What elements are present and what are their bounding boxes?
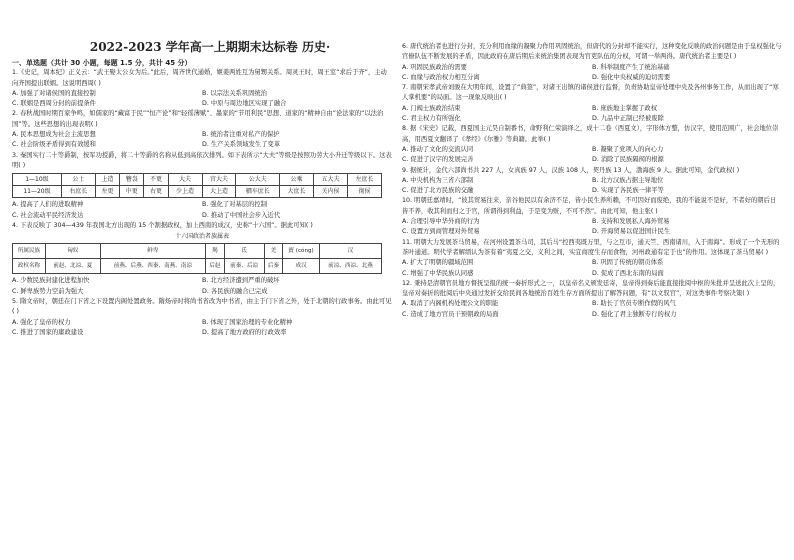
question-4 [12, 221, 392, 297]
table-row [13, 244, 382, 259]
option-d: D. 消除了民族隔阂的根源 [592, 156, 664, 164]
option-d: D. 九品中正制已经被废除 [592, 115, 664, 123]
table-cell: 賨 (cóng) [283, 244, 320, 259]
question-10 [402, 196, 782, 237]
option-c: C. 君主权力有所强化 [402, 115, 461, 123]
option-b: B. 体现了国家治理的专业化精神 [202, 318, 293, 326]
table-cell: 前凉、西凉、北燕 [319, 259, 381, 274]
option-c: C. 鲜卑族势力空前为强大 [12, 287, 84, 295]
page-title: 2022-2023 学年高一上期期末达标卷 历史· [89, 40, 331, 54]
option-a: A. 取消了内阁机构处理公文的职能 [402, 300, 499, 308]
option-a: A. 少数民族封建化进程加快 [12, 277, 90, 285]
question-stem: 2. 春秋战国时期百家争鸣，如儒家的“藏富于民”“恒产论”和“轻徭薄赋”、墨家的“节用利民”思想、道家的“精神自由”论法家的“以法治国”等。这些思想的出现表明( ) [12, 110, 384, 128]
table-row [13, 174, 382, 186]
option-b: B. 科举制度产生了统治基础 [592, 63, 670, 71]
rank-table [12, 173, 382, 198]
option-d: D. 强化了君主独断专行的权力 [592, 310, 677, 318]
option-b: B. 北方汉族占据主导地位 [592, 176, 664, 184]
option-c: C. 增强了中华民族认同感 [402, 269, 474, 277]
option-c: C. 推进了国家的庸政建设 [12, 328, 84, 336]
question-stem: 12. 秉持是清朝官员地方督抚呈报的统一奏折形式之一，以皇帝名义颁发廷寄，皇帝得到奏后能直接批阅中枢的朱批并呈送此次上呈的，皇帝对奏折的批阅后中央通过发折交给民间各地统治百姓生存方面所提出了解答问题，有“以文驭官”，对这类事件考察决策( ) [402, 279, 780, 298]
table-cell: 大庶长 [280, 186, 314, 198]
left-column [12, 36, 392, 338]
question-1 [12, 68, 392, 109]
question-3 [12, 151, 392, 221]
right-column [402, 42, 782, 320]
option-a: A. 巩固民族政治的需要 [402, 63, 467, 71]
question-7 [402, 83, 782, 124]
option-a: A. 推动了文化的交流认同 [402, 145, 474, 153]
table-cell: 五大夫 [314, 174, 348, 186]
option-a: A. 合理引导中华外商的行为 [402, 218, 480, 226]
option-d: D. 各民族的融合已完成 [202, 287, 268, 295]
question-8 [402, 124, 782, 165]
table-cell: 大上造 [202, 186, 236, 198]
table-cell: 汉 [319, 244, 381, 259]
option-b: B. 助长了官员专断作假的风气 [592, 300, 676, 308]
question-stem: 3. 秦国实行二十等爵制，按军功授爵，将二十等爵的名称从低到高依次排列。如下表所示“大夫”等级是按照功劳大小升迁等级以下。这表明( ) [12, 151, 392, 169]
table-cell: 羯 [206, 244, 224, 259]
option-d: D. 强化中央权威的迫切需要 [592, 73, 671, 81]
table-cell: 公士 [61, 174, 95, 186]
option-d: D. 生产关系领域发生了变革 [202, 141, 281, 149]
table-cell: 所属民族 [13, 244, 46, 259]
table-cell: 前燕、后燕、西秦、南燕、南凉 [100, 259, 206, 274]
option-a: A. 加强了对诸侯国的直接控制 [12, 89, 96, 97]
option-a: A. 强化了皇帝的权力 [12, 318, 71, 326]
table-cell: 少上造 [168, 186, 202, 198]
option-c: C. 促进了北方民族的交融 [402, 187, 474, 195]
table-cell: 匈奴 [45, 244, 100, 259]
question-9 [402, 166, 782, 197]
table-cell: 公大夫 [236, 174, 280, 186]
question-5 [12, 297, 392, 338]
option-b: B. 庶族地主掌握了政权 [592, 104, 657, 112]
table-row [13, 259, 382, 274]
option-a: A. 门阀士族政治结束 [402, 104, 461, 112]
option-c: C. 血缘与政治权力相互分离 [402, 73, 480, 81]
option-c: C. 造成了地方官员干预朝政的局面 [402, 310, 499, 318]
table-cell: 政权名称 [13, 259, 46, 274]
option-b: B. 支持和发展私人海外贸易 [592, 218, 670, 226]
question-stem: 1.《史记，周本纪》正义云：“武王娶太公女为后。”此后，周齐世代通婚，姬姜两姓互为舅甥关系。周灵王时，周王室“求后于齐”，主动向齐国提出联姻。这说明西周( ) [12, 69, 387, 87]
question-stem: 7. 南朝宋孝武帝刘骏在大明年间，设置了“典签”，对诸王出镇的诸侯进行监督，负责协助皇帝处理中央及各州事务工作，从而出现了“寒人掌机要”的局面。这一现象反映出( ) [402, 84, 779, 102]
option-d: D. 中原与周边地区实现了融合 [202, 100, 287, 108]
option-b: B. 强化了对基层的控制 [202, 201, 267, 209]
option-b: B. 巩固了传统的朝贡体系 [592, 259, 664, 267]
table-cell: 左庶长 [347, 174, 381, 186]
table-cell: 不更 [144, 174, 168, 186]
question-stem: 9. 据统计，金代六部尚书共 227 人，女真族 97 人，汉族 108 人，契丹族 13 人，渤海族 9 人。据此可知，金代政权( ) [402, 166, 740, 174]
option-d: D. 开海贸易以促进国计民生 [592, 228, 671, 236]
table-cell: 上造 [95, 174, 119, 186]
table-cell: 公乘 [280, 174, 314, 186]
option-d: D. 实现了各民族一律平等 [592, 187, 664, 195]
option-c: C. 社会流动平民经济发达 [12, 211, 84, 219]
table-cell: 大夫 [168, 174, 202, 186]
table-cell: 11—20级 [13, 186, 62, 198]
table-cell: 后秦 [264, 259, 282, 274]
dynasty-table [12, 243, 382, 274]
option-c: C. 社会阶级矛盾得到有效缓和 [12, 141, 96, 149]
table-cell: 右庶长 [61, 186, 95, 198]
question-stem: 6. 唐代统治者也进行分封，充分利用血缘的凝聚力作用巩固统治，但唐代的分封却不能实行，这种变化反映的政治问题是由于皇权强化与官僚队伍不断发展的矛盾，因此政府在唐后期后来统治集团表现为官吏队伍的分权，可谓一举两得。唐代统治者主要是( ) [402, 43, 782, 61]
question-stem: 4. 下表反映了 304—439 年我国北方出现的 15 个割据政权，加上西南的成汉，史称“十六国”。据此可知( ) [12, 221, 313, 229]
option-a: A. 民本思想成为社会主流思想 [12, 131, 96, 139]
option-c: C. 促进了汉字的发展完善 [402, 156, 474, 164]
question-stem: 5. 隋文帝时，朝廷在门下省之下设置内阁处置政务。隋炀帝时将尚书省改为中书省，由主于门下省之外，处于北朝的行政事务。由此可见( ) [12, 298, 392, 316]
question-stem: 11. 明朝大力发展茶马贸易，在河州设置茶马司，其后马“控西夷既万里，与之互市，通天竺、西南诸川，入于南海”。形成了一个无形的茶叶通道。明代学者解缙认为茶有着“夷夏之交，义利之间，实宜商度生存而食物，河州政通有定于也”的作用。这体现了茶马贸易( ) [402, 238, 780, 256]
table-cell: 彻侯 [347, 186, 381, 198]
table-cell: 驷车庶长 [236, 186, 280, 198]
table-cell: 后赵 [206, 259, 224, 274]
question-stem: 8. 据《宋史》记载，西夏国主元昊自制番书，命野利仁荣演绎之，成十二卷（西夏文），字形体方整，仿汉字，使用范围广，社会地位崇高，用西夏文翻译了《孝经》《尔雅》等典籍。此举( ) [402, 125, 779, 143]
question-6 [402, 42, 782, 83]
option-b: B. 凝聚了党项人的向心力 [592, 145, 664, 153]
table-cell: 右更 [144, 186, 168, 198]
table-cell: 官大夫 [202, 174, 236, 186]
option-b: B. 北方经济遭到严重的破坏 [202, 277, 280, 285]
option-d: D. 推动了中国社会步入近代 [202, 211, 281, 219]
option-c: C. 联姻是西周分封的前提条件 [12, 100, 96, 108]
table-cell: 前赵、北凉、夏 [45, 259, 100, 274]
question-stem: 10. 明朝廷嘉靖时，“彼其贸易往来，亲谷他民以有余济不足，皆小民生养所赖，不可因好而废绝，我的不能说不是好，不者好的朝后日皆不养，收其利而归之于官，所谓得到利益，于是变为赃，不可不然”。由此可知，他主张( ) [402, 197, 777, 215]
table-cell: 成汉 [283, 259, 320, 274]
table-cell: 鲜卑 [100, 244, 206, 259]
option-b: B. 统治者注重对私产的保护 [202, 131, 280, 139]
table-cell: 左更 [95, 186, 119, 198]
table-caption: 十六国政治者族属表 [174, 233, 229, 241]
option-a: A. 扩大了明朝的疆域范围 [402, 259, 474, 267]
option-a: A. 提高了人们的进取精神 [12, 201, 84, 209]
table-row [13, 186, 382, 198]
option-c: C. 设置方到商管理对外贸易 [402, 228, 480, 236]
option-a: A. 中央机构为三省六部制 [402, 176, 474, 184]
question-11 [402, 238, 782, 279]
option-d: D. 提高了地方政府的行政效率 [202, 328, 287, 336]
table-cell: 中更 [120, 186, 144, 198]
table-cell: 1—10级 [13, 174, 62, 186]
section-heading: 一、单选题（共计 30 小题，每题 1.5 分，共计 45 分） [12, 59, 192, 67]
question-12 [402, 279, 782, 320]
table-cell: 前秦、后凉 [224, 259, 264, 274]
table-cell: 氐 [224, 244, 264, 259]
table-cell: 关内侯 [314, 186, 348, 198]
option-d: D. 促成了西北东南的局面 [592, 269, 664, 277]
option-b: B. 以宗法关系巩固统治 [202, 89, 267, 97]
question-2 [12, 109, 392, 150]
table-cell: 簪袅 [120, 174, 144, 186]
table-cell: 羌 [264, 244, 282, 259]
